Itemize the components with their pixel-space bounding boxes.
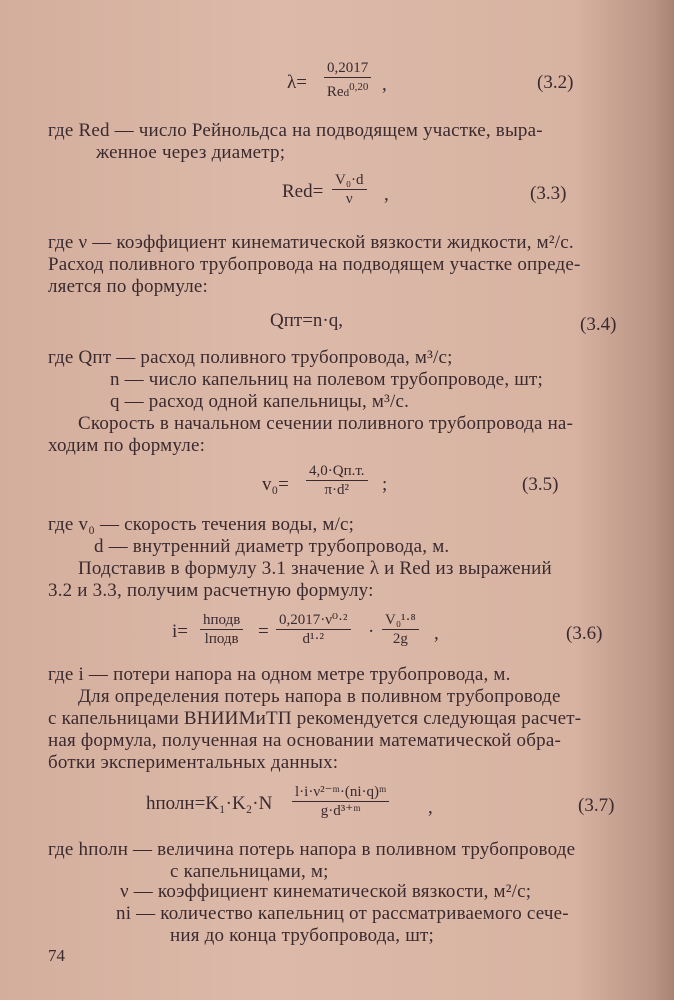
- text-line: n — число капельниц на полевом трубопроводе, шт;: [110, 369, 544, 390]
- text-line: с капельницами ВНИИМиТП рекомендуется следующая расчет-: [48, 708, 582, 729]
- eq-3-5-denominator: π·d²: [324, 482, 350, 498]
- eq-3-6-tail: ,: [434, 623, 439, 644]
- text-line: Расход поливного трубопровода на подводящем участке опреде-: [48, 254, 581, 275]
- text-line: ная формула, полученная на основании математической обра-: [48, 730, 561, 751]
- text-line: ляется по формуле:: [48, 276, 209, 297]
- eq-3-3-fraction: [332, 172, 367, 207]
- eq-3-2-lhs: λ=: [287, 72, 307, 93]
- eq-3-6-fraction-1: [200, 612, 243, 647]
- eq-3-5-tail: ;: [382, 474, 388, 495]
- eq-3-5-fraction: [306, 463, 368, 498]
- eq-3-2-tail: ,: [382, 74, 387, 95]
- text-line: где i — потери напора на одном метре трубопровода, м.: [48, 664, 511, 685]
- eq-3-6-f1-denominator: lподв: [204, 631, 239, 647]
- eq-3-6-number: (3.6): [566, 623, 603, 644]
- text-line: ходим по формуле:: [48, 435, 206, 456]
- eq-3-2-number: (3.2): [537, 72, 574, 93]
- eq-3-3-lhs: Rеd=: [282, 181, 324, 202]
- eq-3-2-fraction: [324, 60, 371, 101]
- text-line: ni — количество капельниц от рассматриваемого сече-: [116, 903, 569, 924]
- eq-3-6-f3-denominator: 2g: [392, 631, 408, 647]
- eq-3-5-number: (3.5): [522, 474, 559, 495]
- text-line: где hполн — величина потерь напора в поливном трубопроводе: [48, 839, 576, 860]
- text-line: где ν — коэффициент кинематической вязкости жидкости, м²/с.: [48, 232, 574, 253]
- eq-3-7-tail: ,: [428, 797, 433, 818]
- eq-3-5-numerator: 4,0·Qп.т.: [306, 463, 368, 481]
- text-line: где Qпт — расход поливного трубопровода, м³/с;: [48, 347, 453, 368]
- text-line: 3.2 и 3.3, получим расчетную формулу:: [48, 580, 374, 601]
- text-line: где Rеd — число Рейнольдса на подводящем участке, выра-: [48, 120, 543, 141]
- eq-3-3-denominator: ν: [345, 191, 353, 207]
- eq-3-6-equals: =: [258, 621, 269, 642]
- eq-3-3-numerator: V₀·d: [332, 172, 367, 190]
- eq-3-7-number: (3.7): [578, 795, 615, 816]
- text-line: ботки экспериментальных данных:: [48, 752, 339, 773]
- eq-3-6-dot: ·: [368, 621, 375, 642]
- eq-3-3-number: (3.3): [530, 183, 567, 204]
- text-line: d — внутренний диаметр трубопровода, м.: [94, 536, 450, 557]
- eq-3-6-f1-numerator: hподв: [200, 612, 243, 630]
- eq-3-5-lhs: v₀=: [262, 474, 289, 495]
- text-line: Скорость в начальном сечении поливного трубопровода на-: [78, 413, 574, 434]
- eq-3-6-f3-numerator: V₀¹·⁸: [382, 612, 419, 630]
- eq-3-7-fraction: [292, 784, 389, 819]
- eq-3-6-fraction-2: [276, 612, 351, 647]
- eq-3-6-lhs: i=: [172, 621, 188, 642]
- page-number: 74: [48, 946, 65, 965]
- text-line: Подставив в формулу 3.1 значение λ и Rеd из выражений: [78, 558, 552, 579]
- text-line: где v₀ — скорость течения воды, м/с;: [48, 514, 355, 535]
- eq-3-7-lhs: hполн=K₁·K₂·N: [146, 793, 273, 814]
- eq-3-7-numerator: l·i·ν²⁻ᵐ·(ni·q)ᵐ: [292, 784, 389, 802]
- eq-3-4-number: (3.4): [580, 314, 617, 335]
- eq-3-3-tail: ,: [384, 184, 389, 205]
- eq-3-6-f2-denominator: d¹·²: [302, 631, 325, 647]
- text-line: Для определения потерь напора в поливном трубопроводе: [78, 686, 561, 707]
- text-line: q — расход одной капельницы, м³/с.: [110, 391, 410, 412]
- text-line: ν — коэффициент кинематической вязкости, м²/с;: [120, 881, 532, 902]
- text-line: ния до конца трубопровода, шт;: [170, 925, 435, 946]
- text-line: женное через диаметр;: [96, 142, 286, 163]
- eq-3-2-denominator: Red$^{0,20}$: [326, 81, 369, 100]
- text-line: с капельницами, м;: [170, 861, 329, 882]
- eq-3-4-formula: Qпт=n·q,: [270, 310, 343, 331]
- eq-3-6-fraction-3: [382, 612, 419, 647]
- eq-3-6-f2-numerator: 0,2017·ν⁰·²: [276, 612, 351, 630]
- eq-3-2-numerator: 0,2017: [324, 60, 371, 78]
- eq-3-7-denominator: g·d³⁺ᵐ: [320, 803, 361, 819]
